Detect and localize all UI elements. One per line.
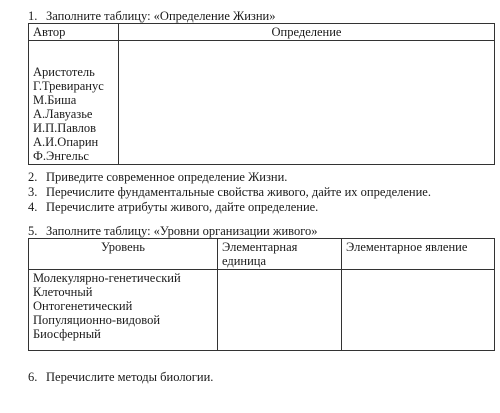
task-1-number: 1. <box>28 9 38 23</box>
list-item: Ф.Энгельс <box>33 149 89 163</box>
list-item: Г.Тревиранус <box>33 79 104 93</box>
header-author: Автор <box>29 24 119 41</box>
task-6 <box>28 370 213 384</box>
levels-cell <box>29 270 218 351</box>
list-item: Клеточный <box>33 285 93 299</box>
authors-cell <box>29 41 119 165</box>
organization-levels-table <box>28 238 495 351</box>
list-item: И.П.Павлов <box>33 121 97 135</box>
header-unit-line-1: Элементарная <box>222 240 298 254</box>
task-3-number: 3. <box>28 185 38 199</box>
header-definition: Определение <box>119 24 495 41</box>
task-6-text: Перечислите методы биологии. <box>46 370 214 384</box>
elementary-phenomenon-cell[interactable] <box>342 270 495 351</box>
header-level: Уровень <box>29 239 218 270</box>
table-row <box>29 41 495 165</box>
task-2 <box>28 170 287 184</box>
header-elementary-phenomenon: Элементарное явление <box>342 239 495 270</box>
task-2-number: 2. <box>28 170 38 184</box>
task-1-title: Заполните таблицу: «Определение Жизни» <box>46 9 276 23</box>
list-item: Биосферный <box>33 327 101 341</box>
list-item: А.И.Опарин <box>33 135 99 149</box>
task-4-number: 4. <box>28 200 38 214</box>
table-header-row <box>29 239 495 270</box>
task-1-heading <box>28 9 276 23</box>
list-item: Молекулярно-генетический <box>33 271 181 285</box>
table-header-row <box>29 24 495 41</box>
life-definition-table <box>28 23 495 165</box>
task-5-heading <box>28 224 318 238</box>
task-5-number: 5. <box>28 224 38 238</box>
definition-cell[interactable] <box>119 41 495 165</box>
task-4 <box>28 200 318 214</box>
list-item: М.Биша <box>33 93 77 107</box>
task-6-number: 6. <box>28 370 38 384</box>
list-item: Аристотель <box>33 65 95 79</box>
header-unit-line-2: единица <box>222 254 267 268</box>
task-5-title: Заполните таблицу: «Уровни организации живого» <box>46 224 318 238</box>
list-item: А.Лавуазье <box>33 107 93 121</box>
task-2-text: Приведите современное определение Жизни. <box>46 170 288 184</box>
task-3 <box>28 185 431 199</box>
levels-list <box>33 271 213 341</box>
list-item: Популяционно-видовой <box>33 313 161 327</box>
task-4-text: Перечислите атрибуты живого, дайте определение. <box>46 200 319 214</box>
elementary-unit-cell[interactable] <box>218 270 342 351</box>
task-3-text: Перечислите фундаментальные свойства живого, дайте их определение. <box>46 185 431 199</box>
header-elementary-unit <box>218 239 342 270</box>
table-row <box>29 270 495 351</box>
list-item: Онтогенетический <box>33 299 133 313</box>
authors-list <box>33 65 114 163</box>
